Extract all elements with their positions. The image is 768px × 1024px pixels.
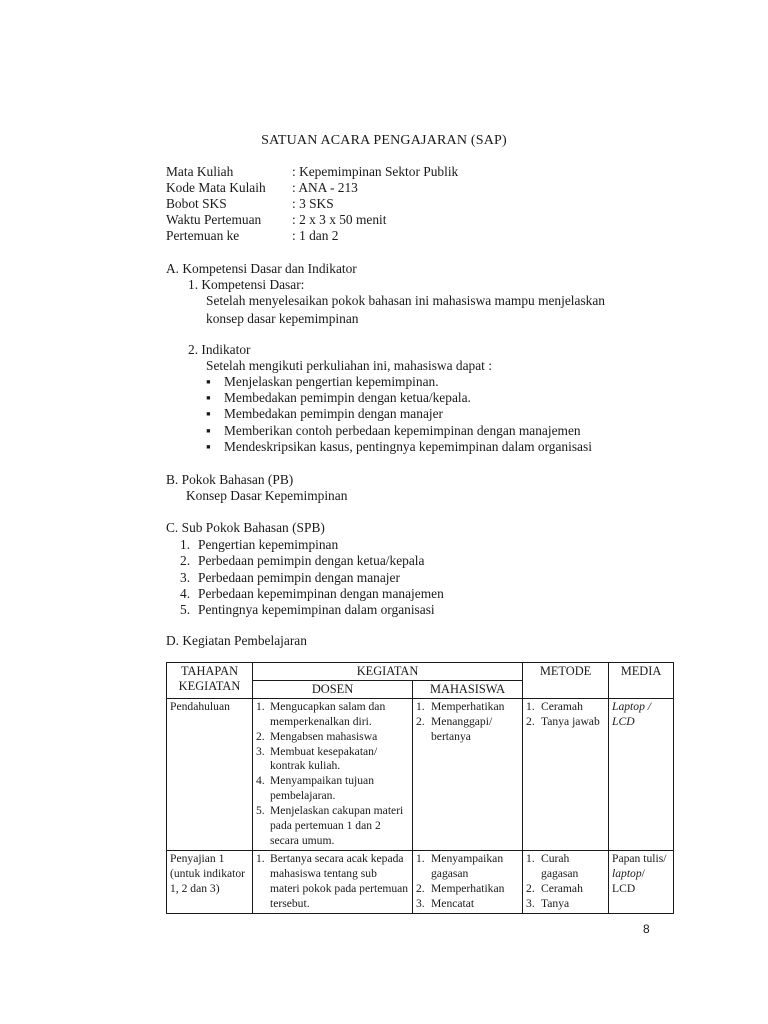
spb-num: 2. <box>180 553 191 568</box>
info-value: : Kepemimpinan Sektor Publik <box>292 164 459 179</box>
page-title: SATUAN ACARA PENGAJARAN (SAP) <box>261 133 507 148</box>
bullet-marker: ▪ <box>206 390 211 405</box>
section-d-heading: D. Kegiatan Pembelajaran <box>166 633 307 648</box>
info-value: : 1 dan 2 <box>292 228 339 243</box>
cell-media: Laptop / LCD <box>609 698 674 850</box>
item-text: Menanggapi/ bertanya <box>431 714 493 743</box>
item-text: Ceramah <box>541 881 583 895</box>
section-b-content: Konsep Dasar Kepemimpinan <box>186 488 348 503</box>
list-item <box>256 774 409 804</box>
cell-tahapan: Pendahuluan <box>167 698 253 850</box>
bullet-marker: ▪ <box>206 374 211 389</box>
header-tahapan-line2: KEGIATAN <box>178 678 241 693</box>
item-text: Mengabsen mahasiswa <box>270 729 378 743</box>
spb-num: 5. <box>180 602 191 617</box>
item-text: Menjelaskan cakupan materi pada pertemuan 1 dan 2 secara umum. <box>270 804 404 847</box>
list-item <box>526 852 605 882</box>
bullet-text: Menjelaskan pengertian kepemimpinan. <box>224 374 439 389</box>
item-text: Bertanya secara acak kepada mahasiswa tentang sub materi pokok pada pertemuan tersebut. <box>270 851 409 910</box>
item-num: 1. <box>256 851 265 865</box>
cell-metode <box>523 850 609 913</box>
bullet-marker: ▪ <box>206 406 211 421</box>
item-num: 2. <box>256 729 265 743</box>
section-a-sub1-heading: 1. Kompetensi Dasar: <box>188 277 305 292</box>
info-key: Mata Kuliah <box>166 164 234 179</box>
item-text: Tanya jawab <box>541 714 600 728</box>
cell-dosen <box>253 698 413 850</box>
item-num: 1. <box>416 699 425 713</box>
info-value: : ANA - 213 <box>292 180 358 195</box>
header-kegiatan: KEGIATAN <box>253 663 523 681</box>
bullet-marker: ▪ <box>206 439 211 454</box>
item-text: Ceramah <box>541 699 583 713</box>
list-item <box>256 804 409 849</box>
learning-activity-table <box>166 662 674 914</box>
spb-text: Pentingnya kepemimpinan dalam organisasi <box>198 602 435 617</box>
list-item <box>256 745 409 775</box>
section-a-heading: A. Kompetensi Dasar dan Indikator <box>166 261 357 276</box>
item-num: 3. <box>256 744 265 758</box>
section-a-sub2-intro: Setelah mengikuti perkuliahan ini, mahasiswa dapat : <box>206 358 492 373</box>
info-value: : 2 x 3 x 50 menit <box>292 212 387 227</box>
item-num: 4. <box>256 774 265 788</box>
bullet-text: Membedakan pemimpin dengan ketua/kepala. <box>224 390 471 405</box>
spb-text: Perbedaan kepemimpinan dengan manajemen <box>198 586 444 601</box>
cell-dosen <box>253 850 413 913</box>
media-text-plain: / LCD <box>612 866 645 895</box>
bullet-text: Mendeskripsikan kasus, pentingnya kepemimpinan dalam organisasi <box>224 439 592 454</box>
item-num: 1. <box>256 699 265 713</box>
item-text: Mencatat <box>431 896 475 910</box>
item-num: 2. <box>526 714 535 728</box>
cell-metode <box>523 698 609 850</box>
section-a-sub1-line1: Setelah menyelesaikan pokok bahasan ini mahasiswa mampu menjelaskan <box>206 293 605 308</box>
spb-num: 3. <box>180 570 191 585</box>
list-item <box>416 715 519 745</box>
section-c-heading: C. Sub Pokok Bahasan (SPB) <box>166 520 325 535</box>
spb-text: Perbedaan pemimpin dengan ketua/kepala <box>198 553 425 568</box>
spb-num: 1. <box>180 537 191 552</box>
item-text: Memperhatikan <box>431 699 505 713</box>
item-text: Tanya <box>541 896 570 910</box>
item-text: Menyampaikan tujuan pembelajaran. <box>270 774 374 803</box>
info-key: Waktu Pertemuan <box>166 212 262 227</box>
info-key: Bobot SKS <box>166 196 227 211</box>
section-a-sub1-line2: konsep dasar kepemimpinan <box>206 311 359 326</box>
list-item <box>256 730 409 745</box>
list-item <box>416 700 519 715</box>
cell-media <box>609 850 674 913</box>
item-num: 5. <box>256 804 265 818</box>
bullet-text: Membedakan pemimpin dengan manajer <box>224 406 444 421</box>
spb-text: Perbedaan pemimpin dengan manajer <box>198 570 400 585</box>
item-text: Membuat kesepakatan/ kontrak kuliah. <box>270 744 378 773</box>
table-row <box>167 698 674 850</box>
media-text-italic: laptop <box>612 866 642 880</box>
section-a-sub2-heading: 2. Indikator <box>188 342 251 357</box>
list-item <box>526 882 605 897</box>
list-item <box>416 882 519 897</box>
header-media: MEDIA <box>609 663 674 699</box>
header-tahapan-line1: TAHAPAN <box>180 664 239 678</box>
spb-text: Pengertian kepemimpinan <box>198 537 339 552</box>
spb-num: 4. <box>180 586 191 601</box>
info-key: Pertemuan ke <box>166 228 240 243</box>
list-item <box>256 852 409 912</box>
cell-mahasiswa <box>413 850 523 913</box>
item-num: 1. <box>526 851 535 865</box>
header-tahapan <box>167 663 253 699</box>
item-num: 3. <box>526 896 535 910</box>
list-item <box>526 897 605 912</box>
header-dosen: DOSEN <box>253 680 413 698</box>
list-item <box>416 852 519 882</box>
header-metode: METODE <box>523 663 609 699</box>
section-b-heading: B. Pokok Bahasan (PB) <box>166 472 294 487</box>
info-key: Kode Mata Kulaih <box>166 180 266 195</box>
item-text: Menyampaikan gagasan <box>431 851 504 880</box>
page-number: 8 <box>643 922 650 936</box>
item-num: 3. <box>416 896 425 910</box>
table-header-row <box>167 663 674 681</box>
item-num: 2. <box>526 881 535 895</box>
item-num: 2. <box>416 714 425 728</box>
cell-tahapan: Penyajian 1 (untuk indikator 1, 2 dan 3) <box>167 850 253 913</box>
table-row <box>167 850 674 913</box>
list-item <box>256 700 409 730</box>
list-item <box>526 715 605 730</box>
bullet-marker: ▪ <box>206 423 211 438</box>
list-item <box>416 897 519 912</box>
cell-mahasiswa <box>413 698 523 850</box>
info-value: : 3 SKS <box>292 196 334 211</box>
item-text: Mengucapkan salam dan memperkenalkan diri. <box>270 699 386 728</box>
item-text: Memperhatikan <box>431 881 505 895</box>
header-mahasiswa: MAHASISWA <box>413 680 523 698</box>
item-num: 1. <box>526 699 535 713</box>
media-text-plain: Papan tulis/ <box>612 851 667 865</box>
list-item <box>526 700 605 715</box>
item-num: 2. <box>416 881 425 895</box>
item-num: 1. <box>416 851 425 865</box>
bullet-text: Memberikan contoh perbedaan kepemimpinan dengan manajemen <box>224 423 581 438</box>
item-text: Curah gagasan <box>541 851 579 880</box>
